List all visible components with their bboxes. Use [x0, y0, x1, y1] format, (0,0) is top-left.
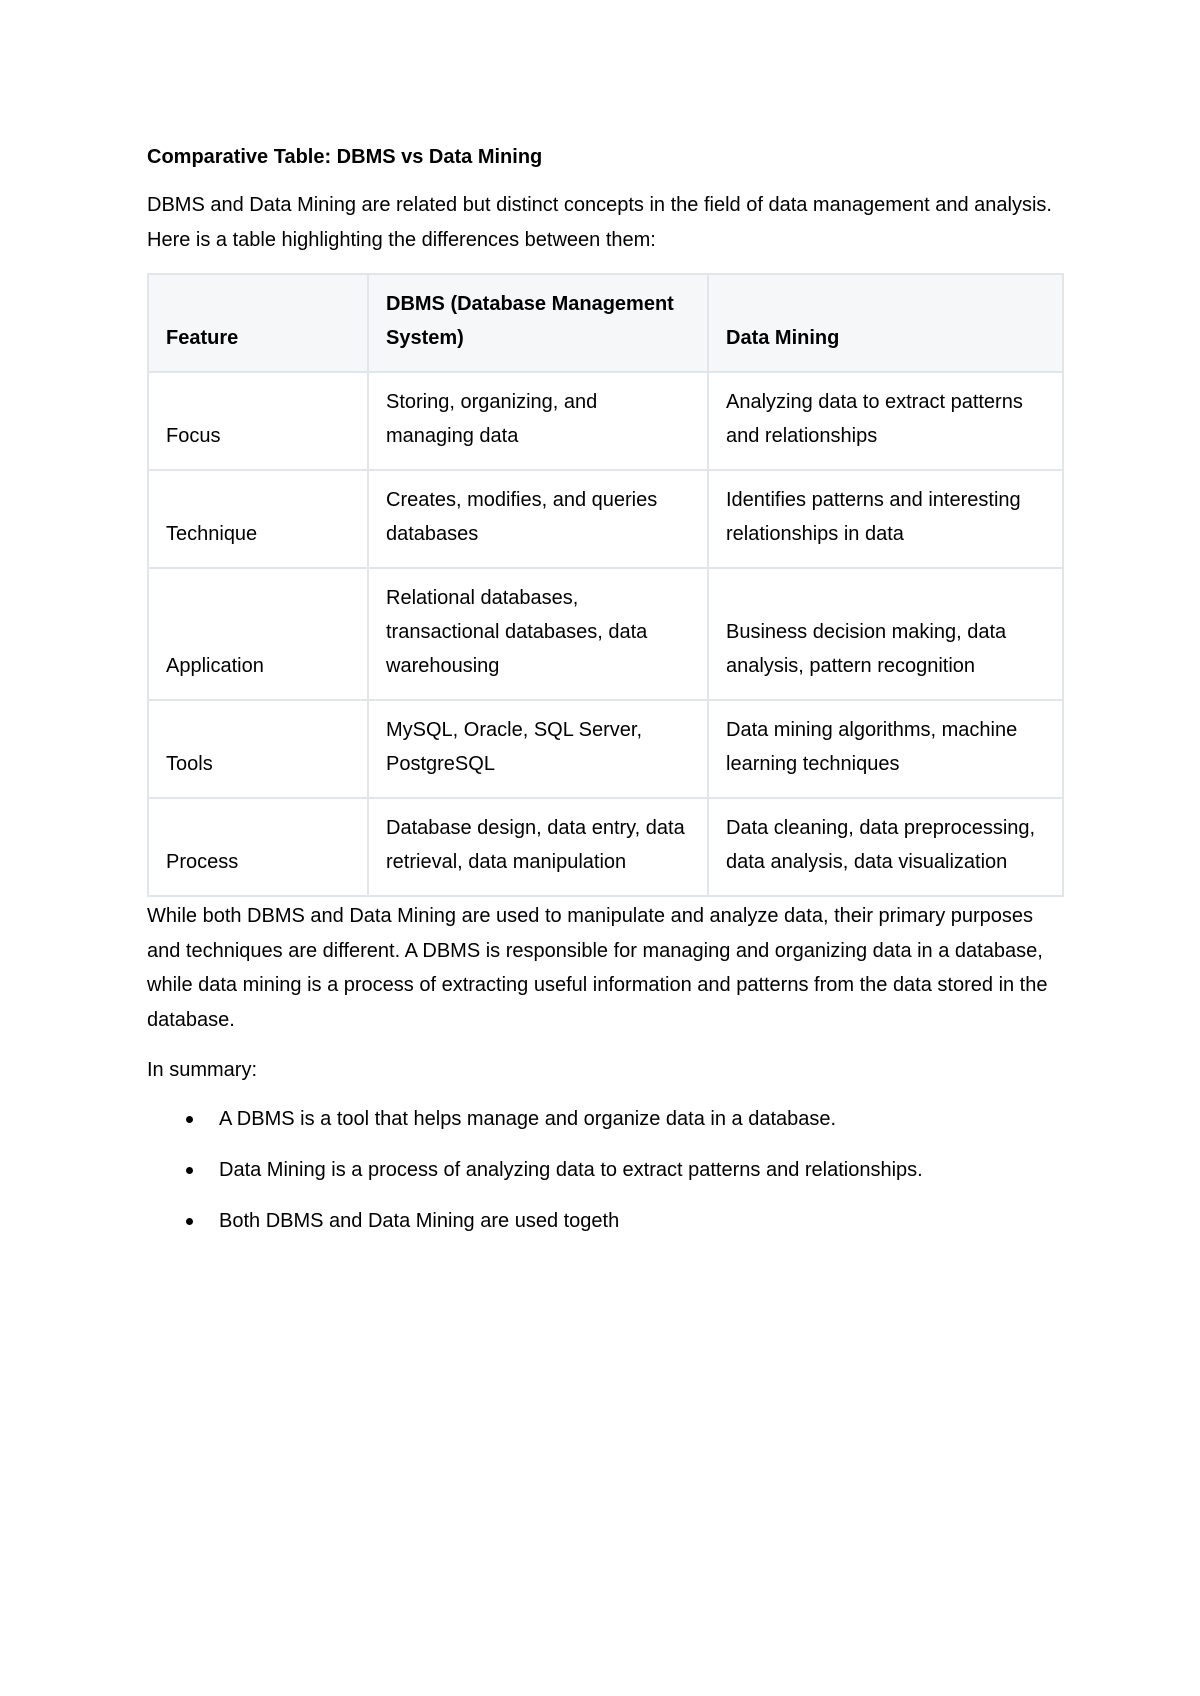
summary-label: In summary:: [147, 1059, 258, 1081]
header-dbms: DBMS (Database Management System): [368, 274, 708, 372]
table-row: [148, 568, 1063, 700]
table-row: [148, 798, 1063, 896]
data-mining-cell: Business decision making, data analysis, pattern recognition: [708, 568, 1063, 700]
header-data-mining: Data Mining: [708, 274, 1063, 372]
comparison-table: [147, 273, 1064, 897]
dbms-cell: Database design, data entry, data retrieval, data manipulation: [368, 798, 708, 896]
feature-cell: Tools: [148, 700, 368, 798]
list-item-text: Both DBMS and Data Mining are used togeth: [219, 1209, 620, 1232]
data-mining-cell: Data cleaning, data preprocessing, data analysis, data visualization: [708, 798, 1063, 896]
dbms-cell: Relational databases, transactional databases, data warehousing: [368, 568, 708, 700]
header-feature: Feature: [148, 274, 368, 372]
dbms-cell: Storing, organizing, and managing data: [368, 372, 708, 470]
data-mining-cell: Data mining algorithms, machine learning techniques: [708, 700, 1063, 798]
list-item-text: A DBMS is a tool that helps manage and organize data in a database.: [219, 1107, 837, 1130]
feature-cell: Focus: [148, 372, 368, 470]
table-row: [148, 700, 1063, 798]
document-title: Comparative Table: DBMS vs Data Mining: [147, 146, 543, 168]
dbms-cell: Creates, modifies, and queries databases: [368, 470, 708, 568]
feature-cell: Technique: [148, 470, 368, 568]
list-item: [147, 1153, 1062, 1187]
bullet-icon: [186, 1218, 193, 1225]
dbms-cell: MySQL, Oracle, SQL Server, PostgreSQL: [368, 700, 708, 798]
bullet-icon: [186, 1116, 193, 1123]
list-item: [147, 1204, 1062, 1238]
conclusion-paragraph: While both DBMS and Data Mining are used to manipulate and analyze data, their primary purposes and techniques are different. A DBMS is responsible for managing and organizing data in a database, while data mining is a process of extracting useful information and patterns from the data stored in the database.: [147, 905, 1048, 1031]
table-row: [148, 372, 1063, 470]
summary-list: [147, 1102, 1062, 1238]
table-row: [148, 470, 1063, 568]
bullet-icon: [186, 1167, 193, 1174]
document-page: [147, 140, 1062, 1255]
intro-paragraph: DBMS and Data Mining are related but distinct concepts in the field of data management and analysis. Here is a table highlighting the differences between them:: [147, 194, 1052, 251]
list-item: [147, 1102, 1062, 1136]
list-item-text: Data Mining is a process of analyzing data to extract patterns and relationships.: [219, 1158, 923, 1181]
data-mining-cell: Analyzing data to extract patterns and relationships: [708, 372, 1063, 470]
table-header-row: [148, 274, 1063, 372]
data-mining-cell: Identifies patterns and interesting relationships in data: [708, 470, 1063, 568]
feature-cell: Process: [148, 798, 368, 896]
feature-cell: Application: [148, 568, 368, 700]
